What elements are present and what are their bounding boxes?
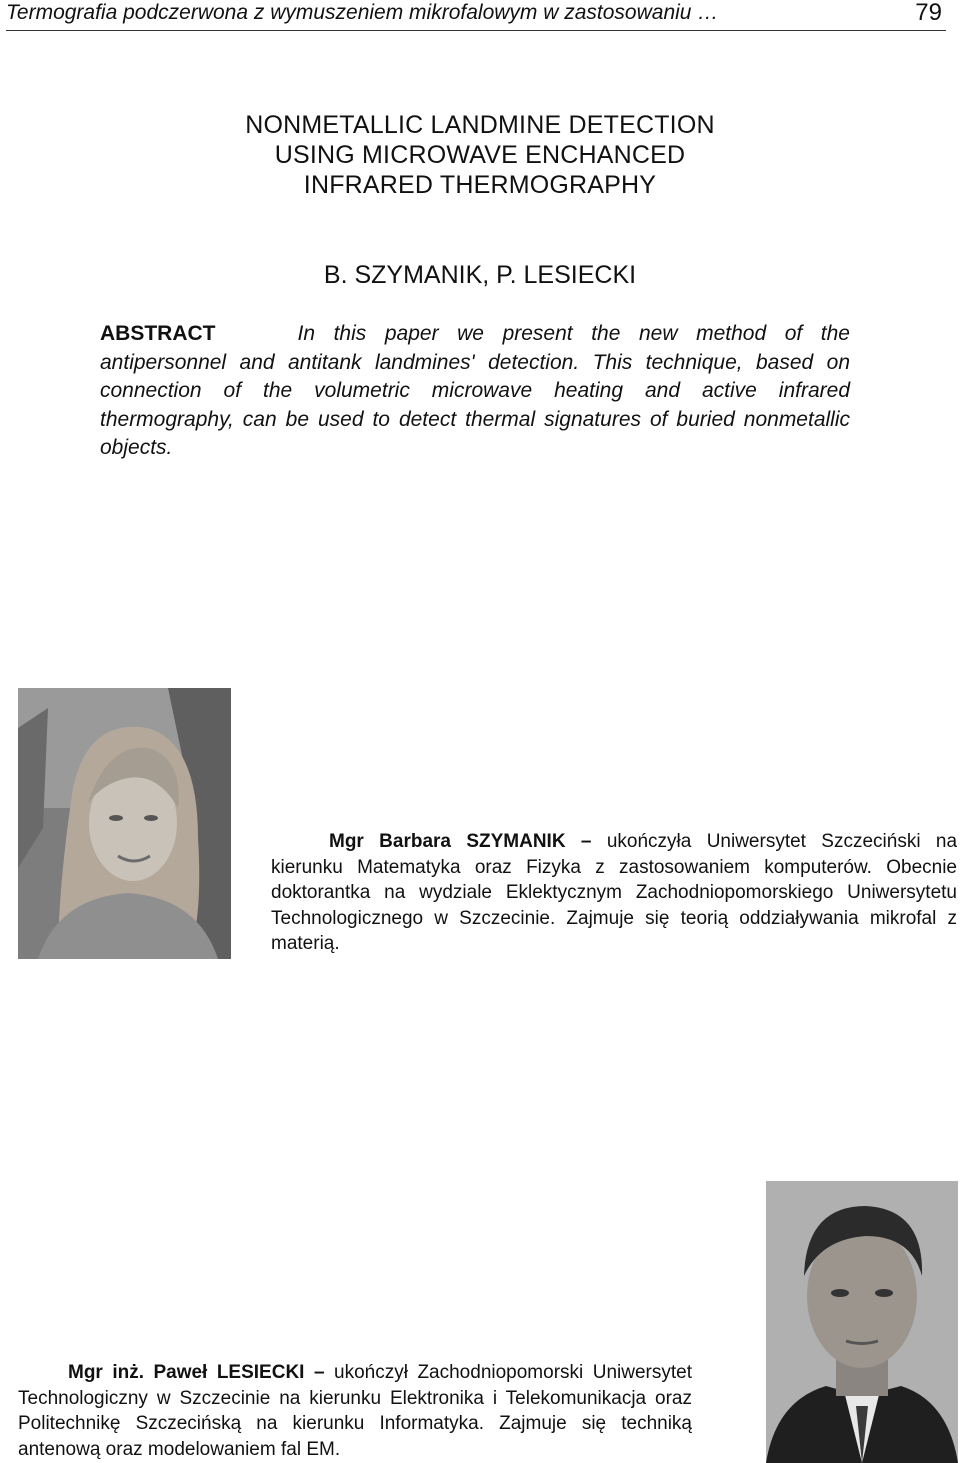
abstract: [100, 320, 850, 463]
abstract-text: In this paper we present the new method of the antipersonnel and antitank landmines' detection. This technique, based on connection of the volumetric microwave heating and active infrared thermography, can be used to detect thermal signatures of buried nonmetallic objects.: [100, 322, 850, 459]
authors: B. SZYMANIK, P. LESIECKI: [323, 261, 637, 289]
bio-text: ukończył Zachodniopomorski Uniwersytet Technologiczny w Szczecinie na kierunku Elektronika i Telekomunikacja oraz Politechnikę Szczecińską na kierunku Informatyka. Zajmuje się techniką antenową oraz modelowaniem fal EM.: [18, 1362, 692, 1460]
bio-szymanik: [271, 829, 957, 957]
author-photo-szymanik: [18, 688, 231, 959]
abstract-label: ABSTRACT: [100, 322, 216, 345]
bio-dash: –: [580, 831, 592, 852]
running-header: [6, 0, 946, 31]
bio-lesiecki: [18, 1360, 692, 1462]
bio-text: ukończyła Uniwersytet Szczeciński na kierunku Matematyka oraz Fizyka z zastosowaniem komputerów. Obecnie doktorantka na wydziale Eklektycznym Zachodniopomorskiego Uniwersytetu Technologicznego w Szczecinie. Zajmuje się teorią oddziaływania mikrofal z materią.: [271, 831, 958, 954]
bio-name: Mgr Barbara SZYMANIK: [329, 831, 566, 852]
title-line-3: INFRARED THERMOGRAPHY: [303, 171, 657, 199]
bio-dash: –: [313, 1362, 325, 1383]
title-line-2: USING MICROWAVE ENCHANCED: [274, 141, 686, 169]
portrait-man-image: [766, 1181, 958, 1463]
title-line-1: NONMETALLIC LANDMINE DETECTION: [245, 111, 715, 139]
portrait-woman-image: [18, 688, 231, 959]
author-photo-lesiecki: [766, 1181, 958, 1463]
paper-title: [0, 110, 960, 200]
page-number: 79: [915, 0, 942, 26]
bio-name: Mgr inż. Paweł LESIECKI: [68, 1362, 305, 1383]
running-title: Termografia podczerwona z wymuszeniem mikrofalowym w zastosowaniu …: [6, 1, 719, 24]
